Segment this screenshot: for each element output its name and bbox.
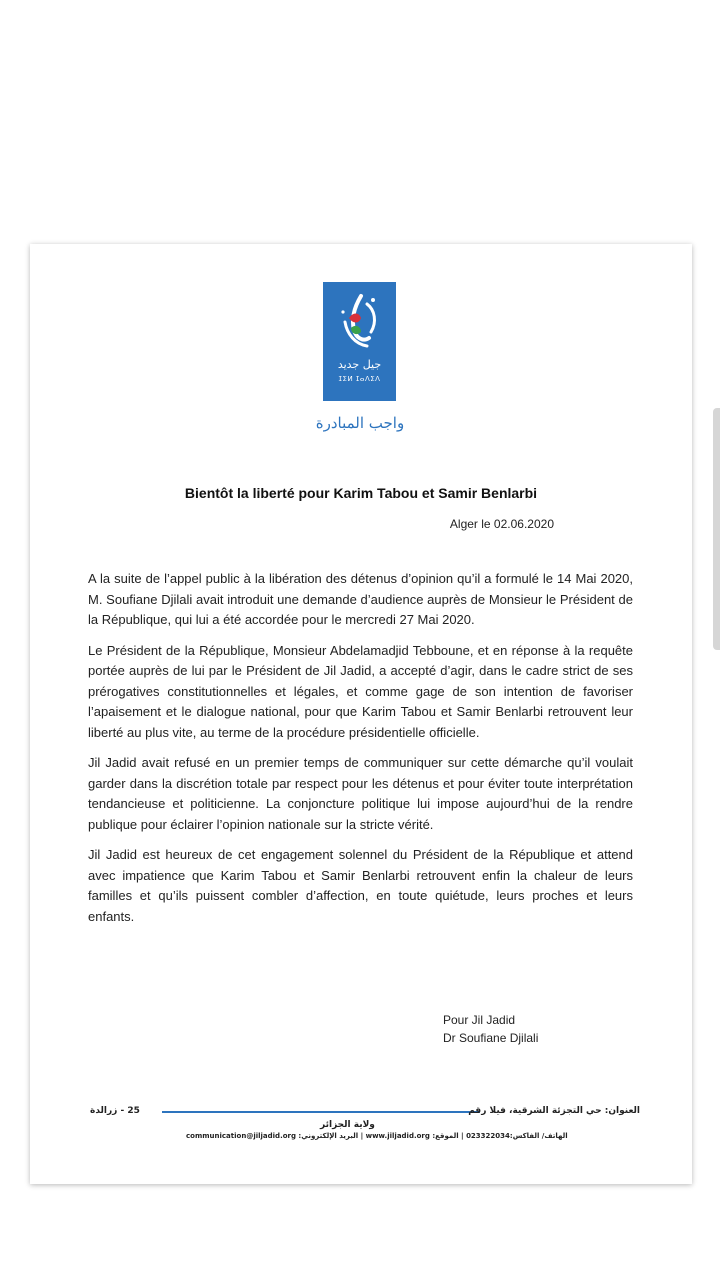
letter-title: Bientôt la liberté pour Karim Tabou et Samir Benlarbi [184, 485, 538, 501]
paragraph-1: A la suite de l’appel public à la libération des détenus d’opinion qu’il a formulé le 14 Mai 2020, M. Soufiane Djilali avait introduit une demande d’audience auprès de Monsieur le Président de la République, qui lui a été accordée pour le mercredi 27 Mai 2020. [88, 571, 633, 627]
signature-block [443, 1011, 538, 1047]
logo-arabic-text: جيل جديد [337, 358, 382, 371]
jil-jadid-logo [323, 282, 396, 401]
logo-tifinagh-text: ⵊⵉⵍ ⵊⴰⴷⵉⴷ [338, 375, 381, 383]
letter-body [88, 569, 633, 937]
footer-wilaya: ولاية الجزائر [320, 1120, 375, 1130]
paragraph-2: Le Président de la République, Monsieur Abdelamadjid Tebboune, et en réponse à la requête portée auprès de lui par le Président de Jil Jadid, a accepté d’agir, dans le cadre strict de ses prérogatives constitutionnelles et légales, et comme gage de son intention de favoriser l’apaisement et le dialogue national, pour que Karim Tabou et Samir Benlarbi retrouvent leur liberté au plus vite, au terme de la procédure présidentielle officielle. [88, 642, 633, 740]
letter-date: Alger le 02.06.2020 [449, 517, 554, 531]
footer-divider [162, 1111, 480, 1113]
footer-contact: الهاتف/ الفاكس:023322034 | الموقع: www.jiljadid.org | البريد الإلكتروني: communication@jiljadid.org [186, 1132, 568, 1140]
scrollbar-thumb[interactable] [713, 408, 720, 650]
document-page [30, 244, 692, 1184]
footer-locality: 25 - زرالدة [90, 1106, 140, 1116]
signature-org: Pour Jil Jadid [443, 1013, 516, 1027]
paragraph-3: Jil Jadid avait refusé en un premier temps de communiquer sur cette démarche qu’il voulait garder dans la discrétion totale par respect pour les détenus et pour éviter toute interprétation tendancieuse et politicienne. La conjoncture politique lui impose aujourd’hui de la rendre publique pour éclairer l’opinion nationale sur la stricte vérité. [88, 755, 633, 832]
calligraphy-emblem-icon [323, 282, 396, 360]
footer-address: العنوان: حي التجزئة الشرقية، فيلا رقم [468, 1106, 640, 1116]
slogan: واجب المبادرة [315, 414, 405, 432]
signature-name: Dr Soufiane Djilali [443, 1031, 539, 1045]
paragraph-4: Jil Jadid est heureux de cet engagement solennel du Président de la République et attend avec impatience que Karim Tabou et Samir Benlarbi retrouvent enfin la chaleur de leurs familles et qu’ils puissent combler d’affection, en toute quiétude, leurs proches et leurs enfants. [88, 847, 633, 924]
